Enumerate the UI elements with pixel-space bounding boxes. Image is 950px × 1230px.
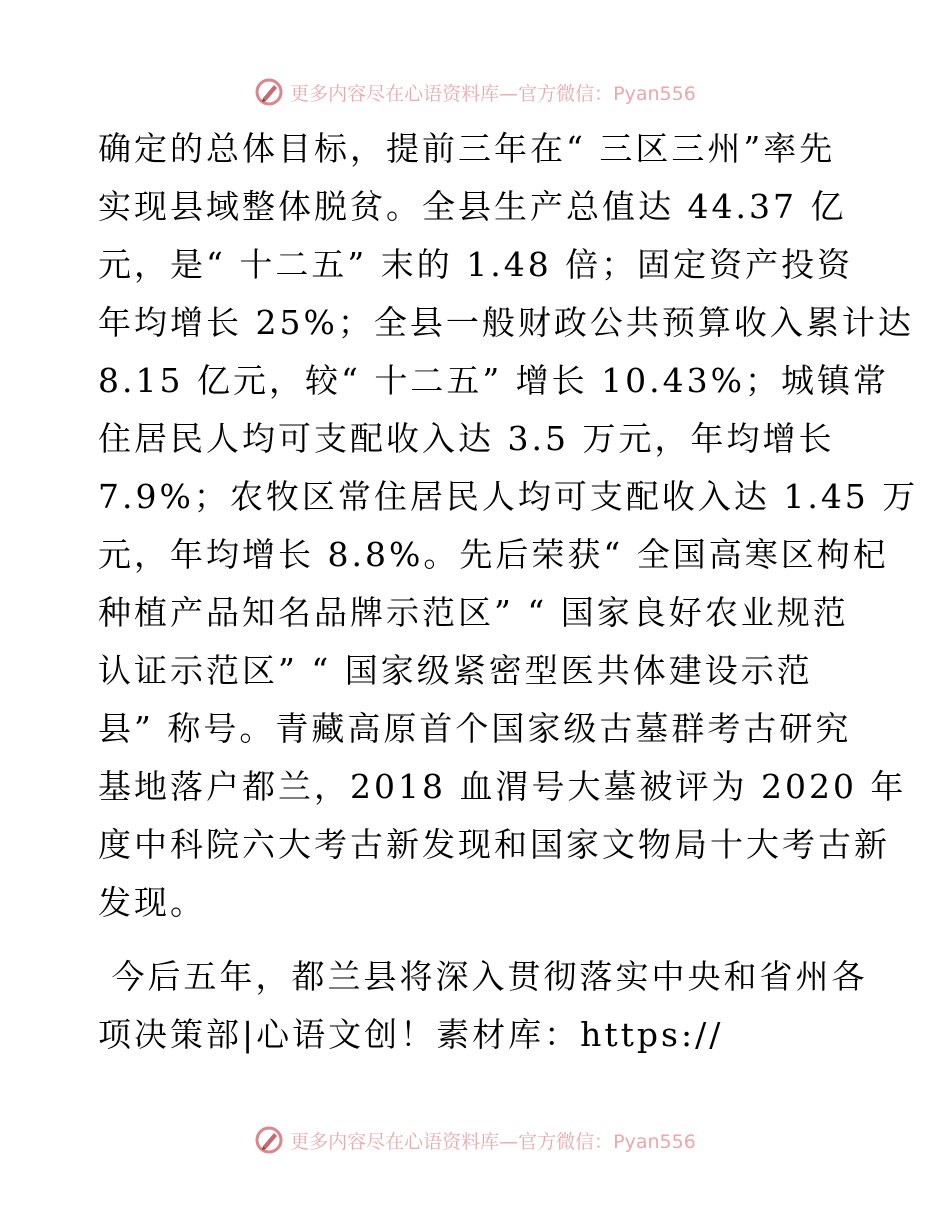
text-line: 县” 称号。青藏高原首个国家级古墓群考古研究: [98, 709, 852, 748]
text-line: 项决策部|心语文创！素材库：https://: [98, 1015, 724, 1054]
pen-logo-icon: [254, 77, 284, 107]
paragraph-1: [98, 120, 919, 932]
header-banner: [0, 72, 950, 112]
text-line: 元，是“ 十二五” 末的 1.48 倍；固定资产投资: [98, 245, 854, 284]
text-line: 种植产品知名品牌示范区” “ 国家良好农业规范: [98, 593, 849, 632]
footer-banner-text: 更多内容尽在心语资料库—官方微信：Pyan556: [290, 1130, 696, 1153]
text-line: 元，年均增长 8.8%。先后荣获“ 全国高寒区枸杞: [98, 535, 889, 574]
text-line: 实现县域整体脱贫。全县生产总值达 44.37 亿: [98, 187, 847, 226]
text-line: 年均增长 25%；全县一般财政公共预算收入累计达: [98, 303, 914, 342]
text-line: 8.15 亿元，较“ 十二五” 增长 10.43%；城镇常: [98, 361, 890, 400]
text-line: 7.9%；农牧区常住居民人均可支配收入达 1.45 万: [98, 477, 919, 516]
paragraph-spacer: [98, 932, 850, 948]
text-line: 今后五年，都兰县将深入贯彻落实中央和省州各: [98, 957, 868, 996]
paragraph-2: [98, 948, 868, 1064]
footer-banner: [0, 1120, 950, 1160]
pen-logo-icon: [254, 1125, 284, 1155]
document-body: [98, 120, 919, 1064]
text-line: 基地落户都兰，2018 血渭号大墓被评为 2020 年: [98, 767, 907, 806]
text-line: 度中科院六大考古新发现和国家文物局十大考古新: [98, 825, 890, 864]
text-line: 确定的总体目标，提前三年在“ 三区三州”率先: [98, 129, 836, 168]
text-line: 发现。: [98, 883, 206, 922]
header-banner-text: 更多内容尽在心语资料库—官方微信：Pyan556: [290, 82, 696, 105]
text-line: 认证示范区” “ 国家级紧密型医共体建设示范: [98, 651, 813, 690]
text-line: 住居民人均可支配收入达 3.5 万元，年均增长: [98, 419, 835, 458]
